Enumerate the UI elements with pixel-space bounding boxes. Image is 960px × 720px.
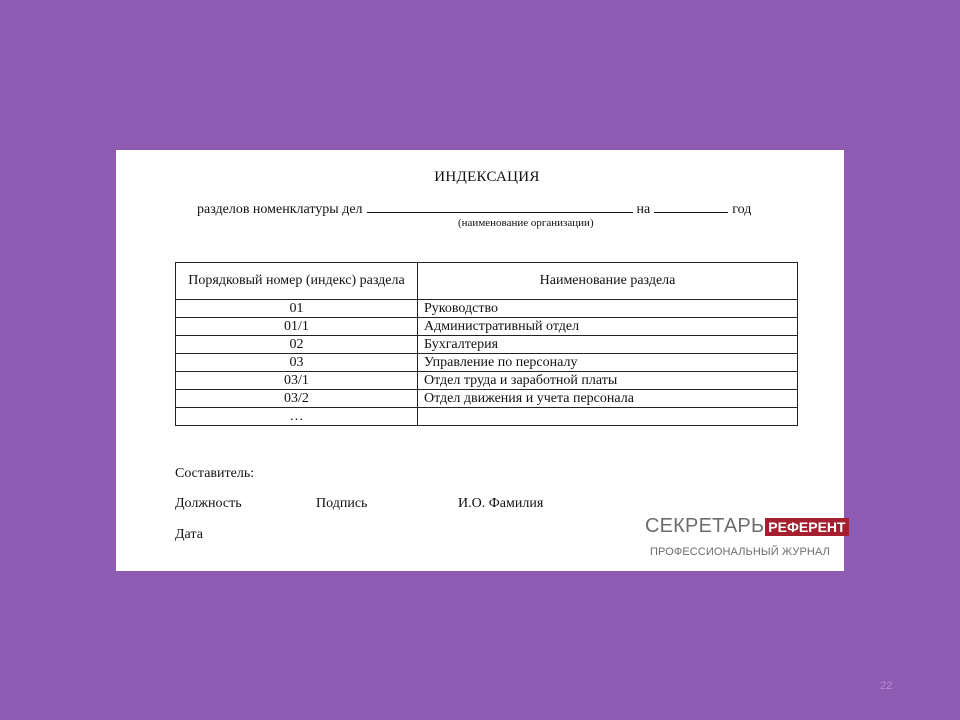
logo-wordmark: СЕКРЕТАРЬ xyxy=(645,515,765,537)
subtitle-prefix: разделов номенклатуры дел xyxy=(197,202,363,217)
row-index: 03/1 xyxy=(176,372,418,390)
table-row xyxy=(176,372,798,390)
organization-note: (наименование организации) xyxy=(458,217,594,229)
row-section-name: Управление по персоналу xyxy=(418,354,798,372)
table-row xyxy=(176,336,798,354)
document-subtitle xyxy=(197,200,751,218)
row-section-name: Отдел труда и заработной платы xyxy=(418,372,798,390)
index-table xyxy=(175,262,798,426)
table-row xyxy=(176,354,798,372)
journal-logo xyxy=(645,515,846,563)
document-title: ИНДЕКСАЦИЯ xyxy=(434,169,540,185)
subtitle-middle: на xyxy=(636,202,651,217)
row-section-name xyxy=(418,408,798,426)
logo-badge: РЕФЕРЕНТ xyxy=(765,518,848,536)
table-header-row xyxy=(176,263,798,300)
row-section-name: Бухгалтерия xyxy=(418,336,798,354)
row-section-name: Административный отдел xyxy=(418,318,798,336)
slide-number: 22 xyxy=(880,680,893,692)
date-label: Дата xyxy=(175,527,203,542)
logo-subtitle: ПРОФЕССИОНАЛЬНЫЙ ЖУРНАЛ xyxy=(650,546,830,558)
row-index: 03/2 xyxy=(176,390,418,408)
row-index: 02 xyxy=(176,336,418,354)
table-row xyxy=(176,390,798,408)
row-index: 03 xyxy=(176,354,418,372)
organization-blank xyxy=(367,200,633,213)
table-row xyxy=(176,300,798,318)
row-section-name: Отдел движения и учета персонала xyxy=(418,390,798,408)
document-sheet xyxy=(116,150,844,571)
row-index: 01 xyxy=(176,300,418,318)
row-index: 01/1 xyxy=(176,318,418,336)
position-label: Должность xyxy=(175,496,242,511)
table-row xyxy=(176,318,798,336)
logo-main xyxy=(645,515,849,538)
row-index: … xyxy=(176,408,418,426)
year-blank xyxy=(654,200,728,213)
signature-label: Подпись xyxy=(316,496,368,511)
compiler-label: Составитель: xyxy=(175,466,255,481)
table-row xyxy=(176,408,798,426)
header-section-name: Наименование раздела xyxy=(418,263,798,300)
row-section-name: Руководство xyxy=(418,300,798,318)
subtitle-suffix: год xyxy=(732,202,752,217)
name-label: И.О. Фамилия xyxy=(458,496,544,511)
header-index: Порядковый номер (индекс) раздела xyxy=(176,263,418,300)
